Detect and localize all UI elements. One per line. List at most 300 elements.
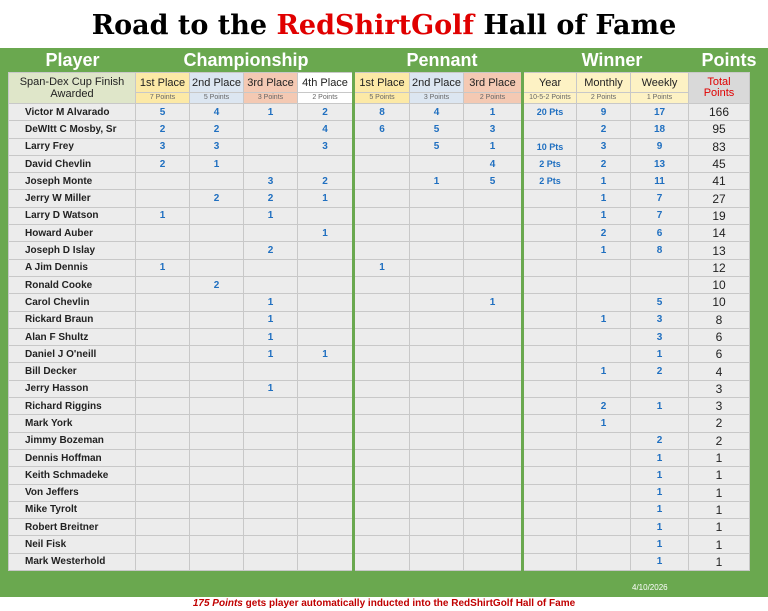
player-name: Victor M Alvarado <box>9 104 136 121</box>
player-row <box>9 138 750 155</box>
cell-champ-3rd <box>244 536 298 553</box>
player-row <box>9 311 750 328</box>
pts-champ-2nd: 5 Points <box>190 93 244 104</box>
cell-pennant-2nd <box>410 311 464 328</box>
cell-pennant-3rd: 1 <box>464 104 523 121</box>
cell-winner-monthly <box>577 519 631 536</box>
player-name: Bill Decker <box>9 363 136 380</box>
pts-winner-year: 10-5-2 Points <box>523 93 577 104</box>
cell-pennant-1st <box>354 346 410 363</box>
header-row <box>9 73 750 93</box>
cell-champ-1st: 5 <box>136 104 190 121</box>
cell-pennant-3rd <box>464 363 523 380</box>
cell-pennant-3rd <box>464 415 523 432</box>
cell-winner-weekly: 3 <box>631 311 689 328</box>
cell-champ-1st <box>136 190 190 207</box>
cell-winner-weekly: 9 <box>631 138 689 155</box>
cell-pennant-3rd <box>464 311 523 328</box>
cell-champ-4th <box>298 484 354 501</box>
cell-winner-monthly <box>577 346 631 363</box>
standings-table <box>8 72 750 571</box>
cell-pennant-1st <box>354 294 410 311</box>
cell-total-points: 6 <box>689 328 750 345</box>
cell-champ-4th <box>298 467 354 484</box>
cell-total-points: 2 <box>689 432 750 449</box>
player-row <box>9 449 750 466</box>
cell-winner-monthly: 2 <box>577 121 631 138</box>
cell-winner-year: 2 Pts <box>523 173 577 190</box>
col-champ-3rd: 3rd Place <box>244 73 298 93</box>
cell-champ-4th: 1 <box>298 190 354 207</box>
induction-text: gets player automatically inducted into the RedShirtGolf Hall of Fame <box>245 598 576 609</box>
cell-pennant-2nd <box>410 225 464 242</box>
cell-winner-year <box>523 432 577 449</box>
total-label-1: Total <box>707 76 731 88</box>
cell-champ-1st: 2 <box>136 155 190 172</box>
cell-champ-4th <box>298 501 354 518</box>
cell-champ-2nd <box>190 225 244 242</box>
cell-winner-monthly: 2 <box>577 155 631 172</box>
cell-pennant-2nd <box>410 328 464 345</box>
cell-winner-year <box>523 207 577 224</box>
cell-pennant-2nd <box>410 415 464 432</box>
player-row <box>9 346 750 363</box>
col-winner-monthly: Monthly <box>577 73 631 93</box>
pts-pennant-1st: 5 Points <box>354 93 410 104</box>
cell-pennant-3rd <box>464 519 523 536</box>
player-name: DeWItt C Mosby, Sr <box>9 121 136 138</box>
cell-champ-3rd <box>244 484 298 501</box>
cell-champ-1st: 1 <box>136 207 190 224</box>
player-row <box>9 173 750 190</box>
cell-champ-4th <box>298 380 354 397</box>
player-row <box>9 415 750 432</box>
col-champ-2nd: 2nd Place <box>190 73 244 93</box>
cell-pennant-2nd <box>410 467 464 484</box>
cell-champ-3rd: 1 <box>244 328 298 345</box>
cell-winner-year <box>523 311 577 328</box>
cell-pennant-1st <box>354 432 410 449</box>
cell-pennant-1st <box>354 155 410 172</box>
player-row <box>9 190 750 207</box>
player-row <box>9 276 750 293</box>
cell-champ-2nd: 3 <box>190 138 244 155</box>
cell-total-points: 6 <box>689 346 750 363</box>
cell-winner-year <box>523 380 577 397</box>
cell-champ-4th: 1 <box>298 346 354 363</box>
cell-pennant-2nd <box>410 155 464 172</box>
cell-winner-weekly <box>631 259 689 276</box>
cell-champ-4th <box>298 276 354 293</box>
title-prefix: Road to the <box>91 10 268 41</box>
cell-pennant-3rd <box>464 242 523 259</box>
cell-champ-1st <box>136 311 190 328</box>
cell-champ-3rd: 2 <box>244 242 298 259</box>
cell-pennant-1st <box>354 190 410 207</box>
cell-champ-4th: 3 <box>298 138 354 155</box>
cell-pennant-2nd <box>410 190 464 207</box>
player-name: Larry D Watson <box>9 207 136 224</box>
cell-champ-3rd <box>244 138 298 155</box>
cell-winner-monthly: 2 <box>577 225 631 242</box>
cell-champ-4th: 2 <box>298 173 354 190</box>
cell-pennant-3rd <box>464 501 523 518</box>
cell-pennant-2nd <box>410 519 464 536</box>
cell-pennant-1st <box>354 536 410 553</box>
cell-champ-1st <box>136 398 190 415</box>
cell-champ-3rd <box>244 259 298 276</box>
cell-pennant-3rd <box>464 259 523 276</box>
cell-total-points: 3 <box>689 380 750 397</box>
cell-total-points: 27 <box>689 190 750 207</box>
player-name: Robert Breitner <box>9 519 136 536</box>
cell-winner-weekly: 1 <box>631 346 689 363</box>
player-name: A Jim Dennis <box>9 259 136 276</box>
pts-champ-4th: 2 Points <box>298 93 354 104</box>
cell-champ-4th <box>298 432 354 449</box>
cell-pennant-3rd <box>464 536 523 553</box>
player-name: Mark York <box>9 415 136 432</box>
cell-winner-weekly: 6 <box>631 225 689 242</box>
cell-champ-1st <box>136 501 190 518</box>
cell-pennant-3rd <box>464 346 523 363</box>
player-name: Joseph Monte <box>9 173 136 190</box>
cell-winner-year <box>523 259 577 276</box>
player-name: Alan F Shultz <box>9 328 136 345</box>
player-name: Joseph D Islay <box>9 242 136 259</box>
cell-winner-monthly: 3 <box>577 138 631 155</box>
cell-champ-1st <box>136 276 190 293</box>
cell-champ-2nd: 2 <box>190 190 244 207</box>
cell-winner-monthly <box>577 484 631 501</box>
cell-winner-monthly <box>577 380 631 397</box>
cell-champ-4th: 1 <box>298 225 354 242</box>
cell-winner-year <box>523 190 577 207</box>
player-name: Keith Schmadeke <box>9 467 136 484</box>
cell-pennant-2nd <box>410 398 464 415</box>
cell-champ-2nd: 1 <box>190 155 244 172</box>
cell-pennant-2nd: 5 <box>410 138 464 155</box>
player-row <box>9 207 750 224</box>
col-champ-4th: 4th Place <box>298 73 354 93</box>
cell-champ-1st <box>136 553 190 570</box>
cell-total-points: 1 <box>689 536 750 553</box>
cell-winner-year <box>523 415 577 432</box>
cell-total-points: 12 <box>689 259 750 276</box>
cell-winner-year <box>523 363 577 380</box>
cell-champ-2nd <box>190 519 244 536</box>
cell-champ-3rd <box>244 276 298 293</box>
cell-champ-2nd <box>190 553 244 570</box>
cell-pennant-1st <box>354 467 410 484</box>
cell-champ-4th <box>298 415 354 432</box>
cell-pennant-2nd <box>410 276 464 293</box>
cell-pennant-3rd <box>464 190 523 207</box>
cell-pennant-1st <box>354 380 410 397</box>
cell-champ-1st <box>136 173 190 190</box>
cell-pennant-1st <box>354 484 410 501</box>
cell-winner-weekly: 1 <box>631 536 689 553</box>
band-pennant: Pennant <box>406 50 478 70</box>
player-name: Richard Riggins <box>9 398 136 415</box>
cell-champ-3rd <box>244 449 298 466</box>
cell-total-points: 95 <box>689 121 750 138</box>
cell-champ-4th <box>298 294 354 311</box>
cell-winner-monthly: 1 <box>577 415 631 432</box>
cell-pennant-2nd: 5 <box>410 121 464 138</box>
cell-champ-1st <box>136 380 190 397</box>
cell-pennant-2nd <box>410 259 464 276</box>
cell-winner-year <box>523 536 577 553</box>
pts-pennant-3rd: 2 Points <box>464 93 523 104</box>
cell-winner-monthly <box>577 536 631 553</box>
cell-winner-year <box>523 553 577 570</box>
cell-champ-3rd <box>244 121 298 138</box>
cell-winner-monthly <box>577 449 631 466</box>
cell-winner-weekly: 8 <box>631 242 689 259</box>
induction-note <box>0 597 768 611</box>
col-total-points <box>689 73 750 104</box>
cell-winner-weekly: 1 <box>631 484 689 501</box>
cell-total-points: 1 <box>689 484 750 501</box>
cell-winner-year: 20 Pts <box>523 104 577 121</box>
cell-total-points: 83 <box>689 138 750 155</box>
cup-title: Span-Dex Cup Finish <box>19 76 125 88</box>
cell-total-points: 45 <box>689 155 750 172</box>
cell-total-points: 10 <box>689 276 750 293</box>
cell-champ-4th <box>298 207 354 224</box>
cell-total-points: 2 <box>689 415 750 432</box>
cell-champ-2nd <box>190 242 244 259</box>
cell-winner-monthly <box>577 467 631 484</box>
player-name: Jimmy Bozeman <box>9 432 136 449</box>
cell-winner-weekly: 2 <box>631 363 689 380</box>
cell-total-points: 1 <box>689 519 750 536</box>
cell-winner-monthly: 1 <box>577 207 631 224</box>
cell-champ-3rd: 3 <box>244 173 298 190</box>
cell-champ-3rd: 2 <box>244 190 298 207</box>
player-row <box>9 259 750 276</box>
col-winner-weekly: Weekly <box>631 73 689 93</box>
cell-winner-weekly: 1 <box>631 553 689 570</box>
cell-total-points: 14 <box>689 225 750 242</box>
player-row <box>9 104 750 121</box>
cell-winner-weekly: 1 <box>631 519 689 536</box>
cell-pennant-2nd <box>410 501 464 518</box>
cell-champ-2nd <box>190 173 244 190</box>
cell-champ-2nd <box>190 415 244 432</box>
cell-champ-2nd <box>190 484 244 501</box>
cell-pennant-3rd: 5 <box>464 173 523 190</box>
cell-pennant-3rd <box>464 225 523 242</box>
cell-winner-monthly: 1 <box>577 242 631 259</box>
band-points: Points <box>701 50 757 70</box>
pts-champ-3rd: 3 Points <box>244 93 298 104</box>
cell-pennant-2nd <box>410 449 464 466</box>
cell-champ-2nd <box>190 259 244 276</box>
cell-pennant-1st <box>354 207 410 224</box>
cell-pennant-3rd <box>464 207 523 224</box>
cell-champ-1st <box>136 449 190 466</box>
player-row <box>9 380 750 397</box>
cell-champ-4th <box>298 242 354 259</box>
cell-champ-3rd <box>244 553 298 570</box>
player-name: Mark Westerhold <box>9 553 136 570</box>
col-pennant-2nd: 2nd Place <box>410 73 464 93</box>
cell-champ-3rd: 1 <box>244 104 298 121</box>
player-name: Daniel J O'neill <box>9 346 136 363</box>
player-row <box>9 155 750 172</box>
col-pennant-3rd: 3rd Place <box>464 73 523 93</box>
cell-total-points: 166 <box>689 104 750 121</box>
cell-champ-2nd <box>190 467 244 484</box>
cell-champ-1st <box>136 294 190 311</box>
cell-pennant-1st <box>354 519 410 536</box>
cell-total-points: 41 <box>689 173 750 190</box>
cell-winner-weekly <box>631 380 689 397</box>
cell-winner-weekly: 7 <box>631 207 689 224</box>
cell-total-points: 4 <box>689 363 750 380</box>
updated-date: 4/10/2026 <box>632 583 668 592</box>
cell-pennant-1st <box>354 173 410 190</box>
player-name: Larry Frey <box>9 138 136 155</box>
player-name: Ronald Cooke <box>9 276 136 293</box>
cell-winner-monthly <box>577 294 631 311</box>
cell-total-points: 1 <box>689 501 750 518</box>
cell-winner-weekly: 3 <box>631 328 689 345</box>
player-name: Jerry W Miller <box>9 190 136 207</box>
cell-pennant-1st <box>354 415 410 432</box>
cell-winner-year <box>523 519 577 536</box>
cell-total-points: 19 <box>689 207 750 224</box>
cell-winner-year: 2 Pts <box>523 155 577 172</box>
pts-champ-1st: 7 Points <box>136 93 190 104</box>
cell-pennant-1st <box>354 398 410 415</box>
cell-champ-1st <box>136 536 190 553</box>
cell-champ-3rd <box>244 519 298 536</box>
cell-winner-monthly <box>577 553 631 570</box>
cell-pennant-2nd <box>410 207 464 224</box>
cell-pennant-2nd: 4 <box>410 104 464 121</box>
cell-winner-monthly: 1 <box>577 190 631 207</box>
cell-champ-1st <box>136 363 190 380</box>
cell-champ-3rd <box>244 467 298 484</box>
cell-pennant-1st <box>354 276 410 293</box>
cell-pennant-1st <box>354 449 410 466</box>
cell-pennant-1st <box>354 138 410 155</box>
cell-pennant-2nd <box>410 553 464 570</box>
cell-champ-2nd: 2 <box>190 121 244 138</box>
cell-winner-monthly: 1 <box>577 311 631 328</box>
player-name: Mike Tyrolt <box>9 501 136 518</box>
cell-champ-3rd: 1 <box>244 380 298 397</box>
cell-champ-4th <box>298 155 354 172</box>
cell-champ-1st <box>136 519 190 536</box>
cell-pennant-2nd <box>410 536 464 553</box>
pts-winner-monthly: 2 Points <box>577 93 631 104</box>
band-player: Player <box>45 50 100 70</box>
cell-winner-year <box>523 449 577 466</box>
cell-champ-3rd: 1 <box>244 346 298 363</box>
cell-champ-2nd: 2 <box>190 276 244 293</box>
cell-pennant-1st: 6 <box>354 121 410 138</box>
cell-winner-year <box>523 398 577 415</box>
cell-champ-1st: 2 <box>136 121 190 138</box>
player-name: Neil Fisk <box>9 536 136 553</box>
cell-winner-monthly: 2 <box>577 398 631 415</box>
cell-pennant-2nd <box>410 294 464 311</box>
cell-winner-year <box>523 276 577 293</box>
cell-champ-1st <box>136 328 190 345</box>
cell-winner-weekly: 5 <box>631 294 689 311</box>
cell-total-points: 1 <box>689 467 750 484</box>
cell-champ-2nd <box>190 363 244 380</box>
cell-pennant-1st <box>354 501 410 518</box>
cell-champ-1st <box>136 432 190 449</box>
player-name: David Chevlin <box>9 155 136 172</box>
cell-pennant-1st <box>354 363 410 380</box>
cell-pennant-3rd: 3 <box>464 121 523 138</box>
cell-winner-weekly: 1 <box>631 398 689 415</box>
cell-champ-4th <box>298 519 354 536</box>
cell-pennant-3rd: 4 <box>464 155 523 172</box>
cell-champ-2nd <box>190 346 244 363</box>
player-row <box>9 553 750 570</box>
cell-champ-2nd <box>190 311 244 328</box>
cell-champ-2nd <box>190 328 244 345</box>
cell-total-points: 8 <box>689 311 750 328</box>
cell-champ-1st <box>136 346 190 363</box>
cup-header <box>9 73 136 104</box>
total-label-2: Points <box>703 87 735 99</box>
cell-champ-2nd <box>190 207 244 224</box>
cell-winner-weekly: 1 <box>631 467 689 484</box>
band-winner: Winner <box>581 50 643 70</box>
player-name: Dennis Hoffman <box>9 449 136 466</box>
cell-total-points: 10 <box>689 294 750 311</box>
cell-champ-2nd <box>190 449 244 466</box>
cell-winner-weekly: 18 <box>631 121 689 138</box>
player-name: Carol Chevlin <box>9 294 136 311</box>
cell-champ-3rd <box>244 501 298 518</box>
cell-pennant-3rd <box>464 398 523 415</box>
cell-pennant-1st <box>354 328 410 345</box>
cell-champ-1st: 3 <box>136 138 190 155</box>
cell-champ-4th <box>298 328 354 345</box>
player-name: Rickard Braun <box>9 311 136 328</box>
player-row <box>9 467 750 484</box>
cell-champ-3rd: 1 <box>244 294 298 311</box>
cell-winner-weekly: 17 <box>631 104 689 121</box>
cell-winner-year <box>523 242 577 259</box>
cell-winner-weekly: 7 <box>631 190 689 207</box>
player-name: Jerry Hasson <box>9 380 136 397</box>
cell-pennant-2nd: 1 <box>410 173 464 190</box>
cell-champ-3rd <box>244 363 298 380</box>
cell-pennant-1st <box>354 311 410 328</box>
cell-winner-year <box>523 346 577 363</box>
player-row <box>9 363 750 380</box>
cell-pennant-2nd <box>410 380 464 397</box>
cell-champ-1st <box>136 415 190 432</box>
cell-winner-year <box>523 501 577 518</box>
cell-winner-monthly <box>577 501 631 518</box>
cell-winner-year <box>523 467 577 484</box>
title-suffix: Hall of Fame <box>483 10 677 41</box>
cell-champ-4th <box>298 449 354 466</box>
cell-champ-4th <box>298 259 354 276</box>
col-winner-year: Year <box>523 73 577 93</box>
